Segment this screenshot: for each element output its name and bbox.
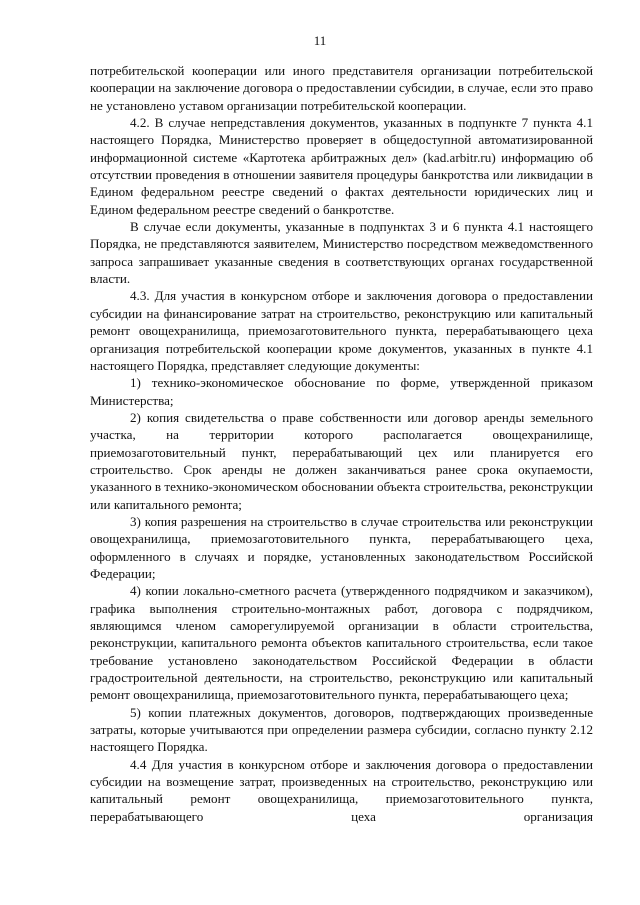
list-item-5: 5) копии платежных документов, договоров, подтверждающих произведенные затраты, которые учитываются при определении размера субсидии, согласно пункту 2.12 настоящего Порядка. (90, 704, 593, 755)
paragraph-4-3: 4.3. Для участия в конкурсном отборе и заключения договора о предоставлении субсидии на финансирование затрат на строительство, реконструкцию или капитальный ремонт овощехранилища, приемозаготовительного пункта, перерабатывающего цеха организация потребительской кооперации кроме документов, указанных в пункте 4.1 настоящего Порядка, представляет следующие документы: (90, 288, 593, 373)
list-item-4: 4) копии локально-сметного расчета (утвержденного подрядчиком и заказчиком), графика выполнения строительно-монтажных работ, договора с подрядчиком, являющимся членом саморегулируемой организации в области строительства, реконструкции, капитального ремонта объектов капитального строительства, если такое требование установлено законодательством Российской Федерации в области градостроительной деятельности, на строительство, реконструкцию или капитальный ремонт овощехранилища, приемозаготовительного пункта, перерабатывающего цеха; (90, 583, 593, 703)
list-item-3: 3) копия разрешения на строительство в случае строительства или реконструкции овощехранилища, приемозаготовительного пункта, перерабатывающего цеха, оформленного в случаях и порядке, установленных законодательством Российской Федерации; (90, 513, 593, 581)
document-body (90, 62, 593, 825)
paragraph-4-2: 4.2. В случае непредставления документов, указанных в подпункте 7 пункта 4.1 настоящего Порядка, Министерство проверяет в общедоступной автоматизированной информационной системе «Картотека арбитражных дел» (kad.arbitr.ru) информацию об отсутствии проведения в отношении заявителя процедуры банкротства или ликвидации в Едином федеральном реестре сведений о фактах деятельности юридических лиц и Едином федеральном реестре сведений о банкротстве. (90, 115, 593, 217)
list-item-2: 2) копия свидетельства о праве собственности или договор аренды земельного участка, на территории которого располагается овощехранилище, приемозаготовительный пункт, перерабатывающий цех или планируется его строительство. Срок аренды не должен заканчиваться ранее срока окупаемости, указанного в технико-экономическом обосновании объекта строительства, реконструкции или капитального ремонта; (90, 409, 593, 512)
paragraph-continuation: потребительской кооперации или иного представителя организации потребительской кооперации на заключение договора о предоставлении субсидии, в случае, если это право не установлено уставом организации потребительской кооперации. (90, 63, 593, 113)
list-item-1: 1) технико-экономическое обоснование по форме, утвержденной приказом Министерства; (90, 375, 593, 408)
paragraph-interagency-request: В случае если документы, указанные в подпунктах 3 и 6 пункта 4.1 настоящего Порядка, не представляются заявителем, Министерство посредством межведомственного запроса запрашивает указанные сведения в соответствующих органах государственной власти. (90, 219, 593, 287)
page-number: 11 (313, 33, 327, 48)
paragraph-4-4: 4.4 Для участия в конкурсном отборе и заключения договора о предоставлении субсидии на возмещение затрат, произведенных на строительство, реконструкцию или капитальный ремонт овощехранилища, приемозаготовительного пункта, перерабатывающего цеха организация (90, 756, 593, 824)
